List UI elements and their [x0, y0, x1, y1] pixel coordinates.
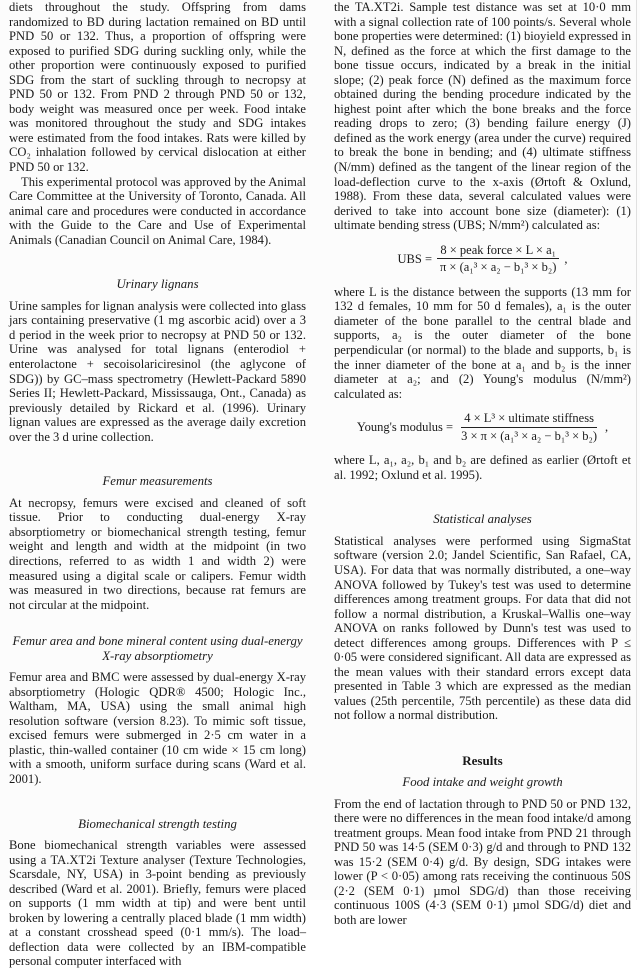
equation-ym-denominator: 3 × π × (a₁³ × a₂ − b₁³ × b₂)	[461, 428, 598, 443]
equation-ym-trail: ,	[605, 419, 609, 434]
equation-ubs-denominator: π × (a₁³ × a₂ − b₁³ × b₂)	[440, 260, 557, 275]
equation-ubs-trail: ,	[564, 251, 568, 266]
heading-urinary-lignans: Urinary lignans	[116, 277, 199, 292]
paragraph-biomechanical-testing: Bone biomechanical strength variables were assessed using a TA.XT2i Texture analyser (Texture Technologies, Scarsdale, NY, USA) in 3-point bending as previously described (Ward et al. 2001). Briefly, femurs were placed on supports (1 mm width at tip) and were bent until broken by lowering a centrally placed blade (1 mm width) at a constant crosshead speed (0·1 mm/s). The load–deflection data were collected by an IBM-compatible personal computer interfaced with	[9, 838, 306, 969]
paragraph-urinary-lignans: Urine samples for lignan analysis were collected into glass jars containing preservative (1 mg ascorbic acid) over a 3 d period in the week prior to necropsy at PND 50 or 132. Urine was analysed for total lignans (enterodiol + enterolactone + secoisolariciresinol (the aglycone of SDG)) by GC–mass spectrometry (Hewlett-Packard 5890 Series II; Hewlett-Packard, Mississauga, Ont., Canada) as previously detailed by Rickard et al. (1996). Urinary lignan values are expressed as the average daily excretion over the 3 d urine collection.	[9, 298, 306, 444]
paragraph-ym-definitions: where L, a₁, a₂, b₁ and b₂ are defined as earlier (Ørtoft et al. 1992; Oxlund et al. 1995).	[334, 453, 631, 482]
heading-biomechanical-testing: Biomechanical strength testing	[78, 816, 237, 831]
paragraph-study-design: diets throughout the study. Offspring from dams randomized to BD during lactation remained on BD until PND 50 or 132. Thus, a proportion of offspring were exposed to purified SDG during suckling only, while the other proportion were continuously exposed to purified SDG from the start of suckling through to necropsy at PND 50 or 132. From PND 2 through PND 50 or 132, body weight was measured once per week. Food intake was monitored throughout the study and SDG intakes were estimated from the food intakes. Rats were killed by CO₂ inhalation followed by cervical dislocation at either PND 50 or 132.	[9, 0, 306, 175]
left-column	[9, 0, 306, 969]
heading-femur-measurements: Femur measurements	[102, 474, 213, 489]
heading-food-intake: Food intake and weight growth	[402, 775, 563, 790]
equation-ubs-numerator: 8 × peak force × L × a₁	[437, 243, 559, 260]
heading-statistical-analyses: Statistical analyses	[433, 512, 532, 527]
equation-ubs-lhs: UBS =	[397, 251, 432, 266]
equation-ubs	[334, 243, 631, 275]
equation-ym-numerator: 4 × L³ × ultimate stiffness	[461, 411, 597, 428]
paragraph-bone-properties: the TA.XT2i. Sample test distance was set at 10·0 mm with a signal collection rate of 100 points/s. Several whole bone properties were determined: (1) bioyield expressed in N, defined as the force at which the first damage to the bone tissue occurs, indicated by a break in the initial slope; (2) peak force (N) defined as the maximum force obtained during the bending procedure indicated by the highest point after which the bone breaks and the force reading drops to zero; (3) bending failure energy (J) defined as the work energy (area under the curve) required to break the bone in bending; and (4) ultimate stiffness (N/mm) defined as the tangent of the linear region of the load-deflection curve to the x-axis (Ørtoft & Oxlund, 1988). From these data, several calculated values were derived to take into account bone size (diameter): (1) ultimate bending stress (UBS; N/mm²) calculated as:	[334, 0, 631, 233]
equation-youngs-modulus	[334, 411, 631, 443]
paragraph-food-intake: From the end of lactation through to PND 50 or PND 132, there were no differences in the mean food intake/d among treatment groups. Mean food intake from PND 21 through PND 50 was 14·5 (SEM 0·3) g/d and through to PND 132 was 15·2 (SEM 0·4) g/d. By design, SDG intakes were lower (P < 0·05) among rats receiving the continuous 50S (2·2 (SEM 0·1) µmol SDG/d) than those receiving continuous 100S (4·3 (SEM 0·1) µmol SDG/d) diet and both are lower	[334, 796, 631, 927]
paragraph-femur-area-bmc: Femur area and BMC were assessed by dual-energy X-ray absorptiometry (Hologic QDR® 4500; Hologic Inc., Waltham, MA, USA) using the small animal high resolution software (version 8.23). To mimic soft tissue, excised femurs were submerged in 2·5 cm water in a plastic, thin-walled container (10 cm wide × 15 cm long) with a smooth, uniform surface during scans (Ward et al. 2001).	[9, 670, 306, 786]
equation-ym-fraction	[458, 411, 600, 443]
right-column	[334, 0, 631, 927]
paragraph-femur-measurements: At necropsy, femurs were excised and cleaned of soft tissue. Prior to conducting dual-energy X-ray absorptiometry or biomechanical strength testing, femur weight and length and width at the midpoint (in two directions, referred to as width 1 and width 2) were measured using a digital scale or calipers. Femur width was measured in two directions, because rat femurs are not circular at the midpoint.	[9, 495, 306, 612]
paragraph-ubs-definitions: where L is the distance between the supports (13 mm for 132 d females, 10 mm for 50 d females), a₁ is the outer diameter of the bone parallel to the central blade and supports, a₂ is the outer diameter of the bone perpendicular (or normal) to the blade and supports, b₁ is the inner diameter of the bone at a₁ and b₂ is the inner diameter at a₂; and (2) Young's modulus (N/mm²) calculated as:	[334, 284, 631, 401]
paragraph-ethics: This experimental protocol was approved by the Animal Care Committee at the University of Toronto, Canada. All animal care and procedures were conducted in accordance with the Guide to the Care and Use of Experimental Animals (Canadian Council on Animal Care, 1984).	[9, 174, 306, 247]
equation-ubs-fraction	[437, 243, 559, 275]
paragraph-statistical-analyses: Statistical analyses were performed using SigmaStat software (version 2.0; Jandel Scientific, San Rafael, CA, USA). For data that was normally distributed, a one–way ANOVA followed by Tukey's test was used to determine differences among treatment groups. For data that did not follow a normal distribution, a Kruskal–Wallis one–way ANOVA on ranks followed by Dunn's test was used to detect differences among groups. Differences with P ≤ 0·05 were considered significant. All data are expressed as the mean values with their standard errors except data presented in Table 3 which are expressed as the median values (25th percentile, 75th percentile) as these data did not follow a normal distribution.	[334, 533, 631, 723]
page-edge	[636, 0, 637, 900]
equation-ym-lhs: Young's modulus =	[356, 419, 454, 434]
heading-results: Results	[462, 753, 503, 769]
heading-femur-area-bmc: Femur area and bone mineral content using dual-energy X-ray absorptiometry	[12, 634, 303, 663]
